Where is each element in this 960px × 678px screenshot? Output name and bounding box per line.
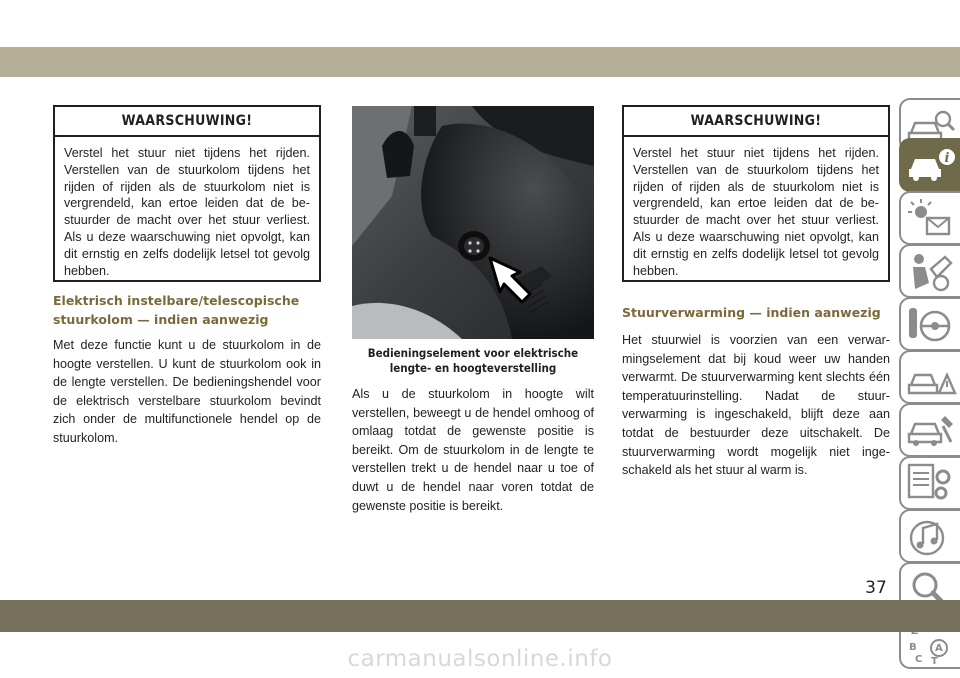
caption-line: lengte- en hoogteverstelling <box>389 361 557 375</box>
emergency-roadside-icon <box>905 355 957 401</box>
caption-line: Bedieningselement voor elektrische <box>367 346 579 360</box>
index-letter: C <box>915 654 923 665</box>
tab-service[interactable] <box>899 403 960 457</box>
photo-illustration <box>352 106 594 339</box>
header-band <box>0 47 960 77</box>
index-letter: T <box>931 656 938 666</box>
warning-title: WAARSCHUWING! <box>624 107 888 137</box>
index-letter: A <box>935 643 943 654</box>
tab-warning-lights[interactable] <box>899 191 960 245</box>
heading-line: stuurkolom — indien aanwezig <box>53 312 269 327</box>
multimedia-icon <box>905 514 957 560</box>
tab-emergency[interactable] <box>899 350 960 404</box>
section-heading-steering-column <box>53 291 323 329</box>
adjust-column-text: Als u de stuurkolom in hoogte wilt verstellen, beweegt u de hendel omhoog of omlaag totdat de gewenste positie is bereikt. Om de stuurkolom in de lengte te verstellen trekt u de hendel naar u toe of duwt u de hendel naar voren totdat de gewenste positie is bereikt. <box>352 387 594 513</box>
figure-caption <box>352 346 594 376</box>
page-number: 37 <box>865 578 887 598</box>
steering-heating-text: Het stuurwiel is voorzien van een verwarmingselement dat bij koud weer uw handen verwarmt. De stuurverwarming kent slechts één temperatuurinstelling. Nadat de stuurverwarming is ingeschakeld, blijft deze aan totdat de bestuurder deze uitschakelt. De stuurverwarming wordt mogelijk niet ingeschakeld als het stuur al warm is. <box>622 333 890 478</box>
steering-column-control-photo <box>352 106 594 339</box>
svg-text:i: i <box>944 151 950 166</box>
watermark-text: carmanualsonline.info <box>347 646 613 672</box>
tab-starting-driving[interactable] <box>899 297 960 351</box>
starting-driving-icon <box>905 302 957 348</box>
safety-airbag-icon <box>905 249 957 295</box>
warning-box-left <box>53 105 321 282</box>
car-service-icon <box>905 408 957 454</box>
steering-column-text: Met deze functie kunt u de stuurkolom in de hoogte verstellen. U kunt de stuurkolom ook in de lengte verstellen. De bedieningshendel voor de elektrisch verstelbare stuurkolom bevindt zich onder de multifunctionele hendel op de stuurkolom. <box>53 338 321 445</box>
warning-text: Verstel het stuur niet tijdens het rijden. Verstellen van de stuurkolom tijdens het rijden of rijden als de stuurkolom niet is vergrendeld, kan ertoe leiden dat de bestuurder de macht over het stuur verliest. Als u deze waarschuwing niet opvolgt, kan dit ernstig en zelfs dodelijk letsel tot gevolg hebben. <box>64 146 310 278</box>
heading-line: Elektrisch instelbare/telescopische <box>53 293 300 308</box>
tab-multimedia[interactable] <box>899 509 960 563</box>
tab-specifications[interactable] <box>899 456 960 510</box>
tab-safety[interactable] <box>899 244 960 298</box>
car-info-icon <box>905 143 957 189</box>
warning-title: WAARSCHUWING! <box>55 107 319 137</box>
warning-lights-message-icon <box>905 196 957 242</box>
warning-box-right <box>622 105 890 282</box>
warning-text: Verstel het stuur niet tijdens het rijden. Verstellen van de stuurkolom tijdens het rijden of rijden als de stuurkolom niet is vergrendeld, kan ertoe leiden dat de bestuurder de macht over het stuur verliest. Als u deze waarschuwing niet opvolgt, kan dit ernstig en zelfs dodelijk letsel tot gevolg hebben. <box>633 146 879 278</box>
footer-band <box>0 600 960 632</box>
tab-car-info[interactable] <box>899 138 960 192</box>
section-heading-steering-heating: Stuurverwarming — indien aanwezig <box>622 305 881 320</box>
specifications-icon <box>905 461 957 507</box>
index-letter: B <box>909 642 917 653</box>
